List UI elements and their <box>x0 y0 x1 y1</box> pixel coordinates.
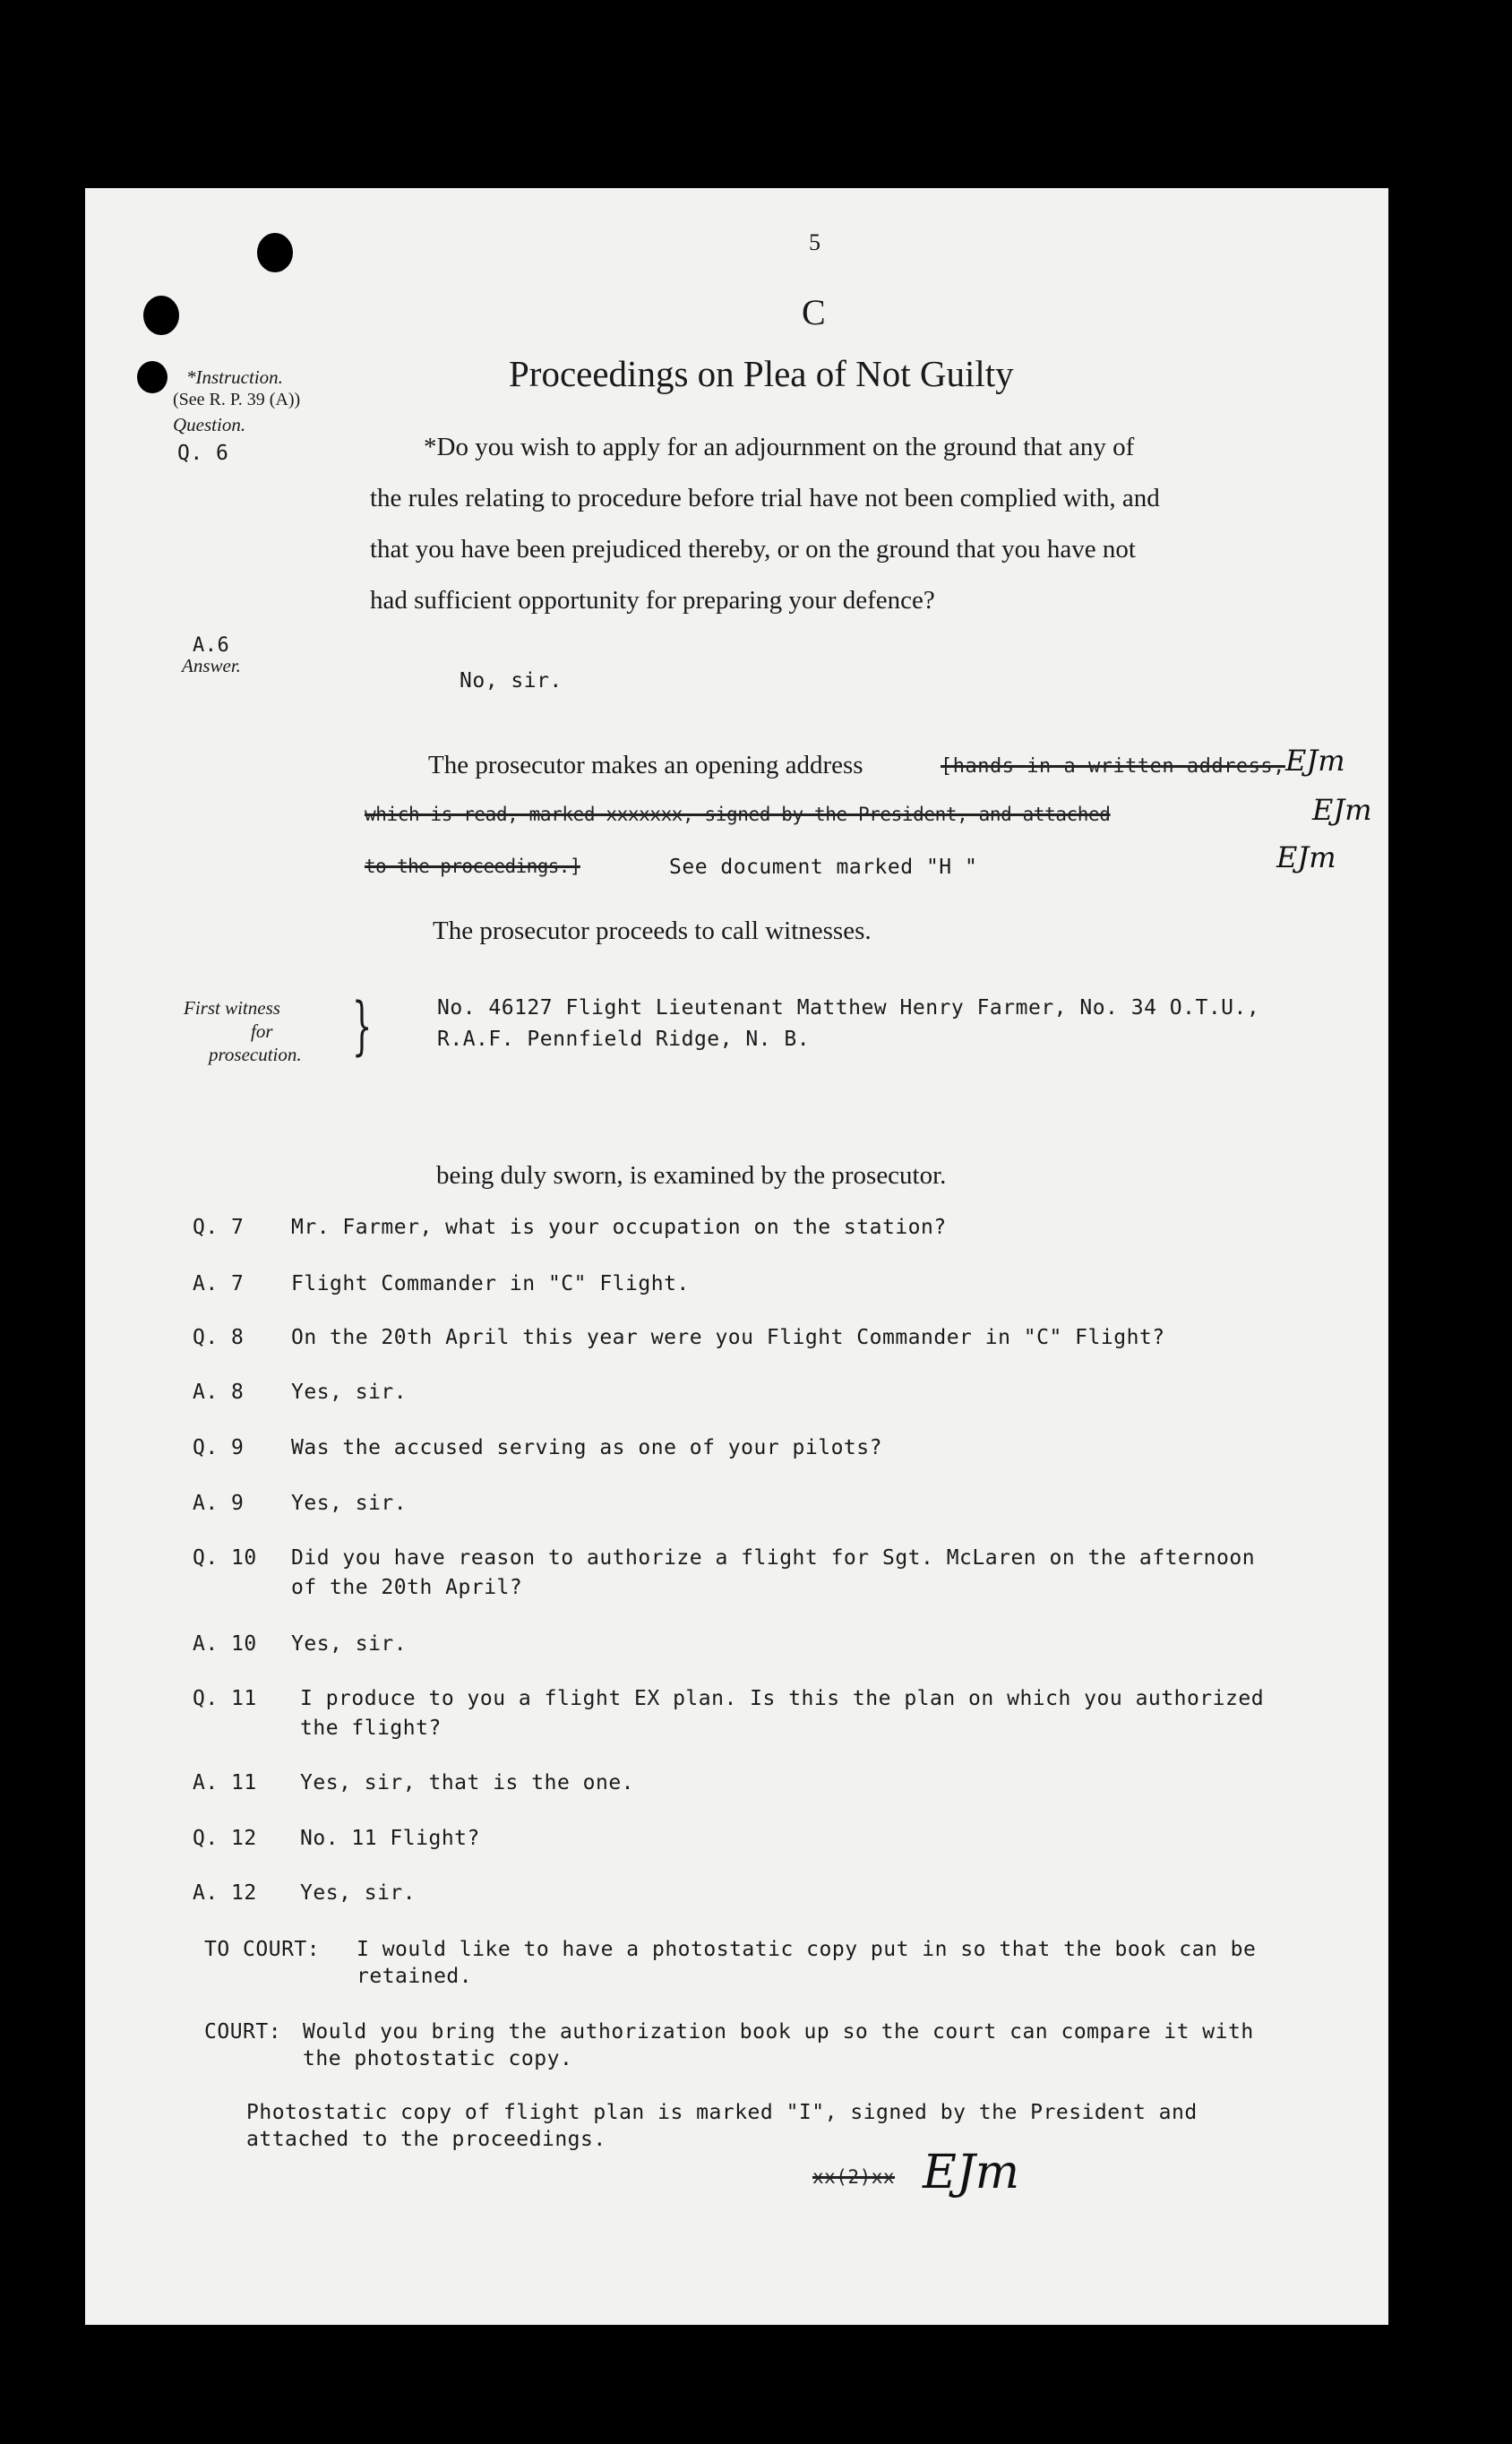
exchange-label: A. 7 <box>193 1272 245 1295</box>
photostat-note: attached to the proceedings. <box>246 2128 606 2151</box>
exchange-label: A. 8 <box>193 1381 245 1404</box>
margin-instruction: *Instruction. <box>186 366 283 388</box>
handwritten-initials: EJm <box>1312 793 1372 827</box>
struck-text: [hands in a written address, <box>941 755 1285 778</box>
q6-line: the rules relating to procedure before trial have not been complied with, and <box>370 484 1160 512</box>
sworn-line: being duly sworn, is examined by the prosecutor. <box>436 1161 947 1190</box>
witness-line: No. 46127 Flight Lieutenant Matthew Henry Farmer, No. 34 O.T.U., <box>437 996 1260 1020</box>
exchange-label: A. 12 <box>193 1881 257 1905</box>
photostat-note: Photostatic copy of flight plan is marked "I", signed by the President and <box>246 2101 1198 2124</box>
exchange-label: Q. 10 <box>193 1546 257 1570</box>
witness-line: R.A.F. Pennfield Ridge, N. B. <box>437 1028 811 1051</box>
exchange-label: Q. 8 <box>193 1326 245 1349</box>
court-line: the photostatic copy. <box>303 2047 573 2070</box>
document-reference: See document marked "H " <box>669 856 978 879</box>
handwritten-initials: EJm <box>1285 744 1345 778</box>
struck-text: to the proceedings.] <box>365 856 580 877</box>
exchange-text: Yes, sir. <box>291 1632 408 1656</box>
a6-text: No, sir. <box>460 669 563 693</box>
margin-answer: Answer. <box>182 655 241 676</box>
exchange-text: Yes, sir. <box>291 1492 408 1515</box>
page-title: Proceedings on Plea of Not Guilty <box>509 353 1014 394</box>
a6-label: A.6 <box>193 634 230 657</box>
exchange-text: the flight? <box>300 1717 442 1740</box>
exchange-label: A. 10 <box>193 1632 257 1656</box>
q6-line: that you have been prejudiced thereby, or on the ground that you have not <box>370 535 1136 564</box>
punch-hole <box>137 361 168 393</box>
exchange-text: Was the accused serving as one of your pilots? <box>291 1436 882 1459</box>
exchange-label: A. 11 <box>193 1771 257 1794</box>
struck-text: which is read, marked xxxxxxx, signed by the President, and attached <box>365 804 1111 825</box>
exchange-text: Did you have reason to authorize a flight for Sgt. McLaren on the afternoon <box>291 1546 1256 1570</box>
section-letter: C <box>802 292 826 332</box>
margin-first-witness: for <box>251 1020 273 1042</box>
to-court-line: retained. <box>357 1965 473 1988</box>
margin-reference: (See R. P. 39 (A)) <box>173 390 301 409</box>
exchange-text: Mr. Farmer, what is your occupation on the station? <box>291 1216 947 1239</box>
page-number: 5 <box>809 229 820 255</box>
exchange-text: Yes, sir. <box>291 1381 408 1404</box>
punch-hole <box>257 233 293 272</box>
exchange-text: No. 11 Flight? <box>300 1827 480 1850</box>
footer-struck-mark: xx(2)xx <box>812 2166 896 2188</box>
exchange-label: Q. 12 <box>193 1827 257 1850</box>
margin-first-witness: First witness <box>184 997 280 1019</box>
to-court-label: TO COURT: <box>204 1938 321 1961</box>
exchange-text: Yes, sir. <box>300 1881 417 1905</box>
q6-label: Q. 6 <box>177 442 229 465</box>
footer-signature: EJm <box>923 2146 1020 2199</box>
exchange-text: Yes, sir, that is the one. <box>300 1771 635 1794</box>
q6-line: *Do you wish to apply for an adjournment on the ground that any of <box>424 433 1135 461</box>
to-court-line: I would like to have a photostatic copy put in so that the book can be <box>357 1938 1257 1961</box>
punch-hole <box>143 296 179 335</box>
court-line: Would you bring the authorization book up so the court can compare it with <box>303 2020 1254 2044</box>
exchange-label: A. 9 <box>193 1492 245 1515</box>
exchange-label: Q. 11 <box>193 1687 257 1710</box>
opening-line: The prosecutor makes an opening address <box>428 751 863 779</box>
exchange-text: On the 20th April this year were you Flight Commander in "C" Flight? <box>291 1326 1165 1349</box>
handwritten-initials: EJm <box>1276 840 1336 874</box>
witness-call: The prosecutor proceeds to call witnesses. <box>433 916 872 945</box>
q6-line: had sufficient opportunity for preparing your defence? <box>370 586 935 615</box>
exchange-text: of the 20th April? <box>291 1576 523 1599</box>
exchange-label: Q. 7 <box>193 1216 245 1239</box>
brace: } <box>352 989 373 1063</box>
margin-question: Question. <box>173 414 246 435</box>
exchange-text: Flight Commander in "C" Flight. <box>291 1272 690 1295</box>
exchange-label: Q. 9 <box>193 1436 245 1459</box>
margin-first-witness: prosecution. <box>209 1044 302 1065</box>
document-page <box>85 188 1388 2325</box>
exchange-text: I produce to you a flight EX plan. Is this the plan on which you authorized <box>300 1687 1265 1710</box>
court-label: COURT: <box>204 2020 282 2044</box>
